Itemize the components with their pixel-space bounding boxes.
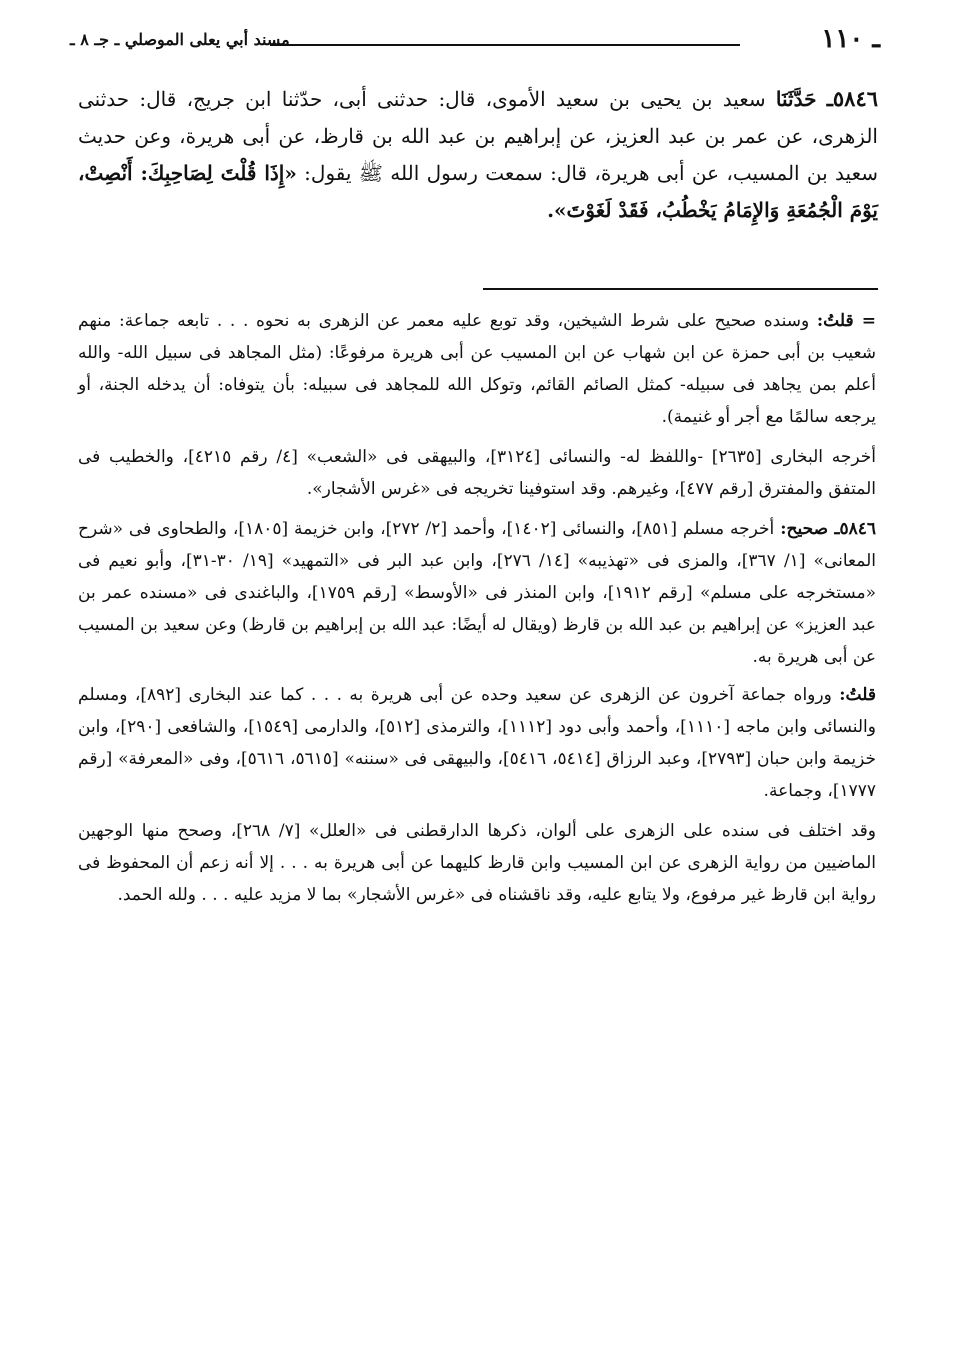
- running-title: مسند أبي يعلى الموصلي ـ جـ ٨ ـ: [70, 30, 290, 49]
- hadith-number: ٥٨٤٦ـ: [826, 86, 879, 111]
- page-header: [70, 22, 880, 62]
- header-rule: [270, 44, 740, 46]
- footnote-3-text: أخرجه مسلم [٨٥١]، والنسائى [١٤٠٢]، وأحمد [٢/ ٢٧٢]، وابن خزيمة [١٨٠٥]، والطحاوى فى «شرح المعانى» [١/ ٣٦٧]، والمزى فى «تهذيبه» [١٤/ ٢٧٦]، وابن عبد البر فى «التمهيد» [١٩/ ٣٠-٣١]، وأبو نعيم فى «مستخرجه على مسلم» [رقم ١٩١٢]، وابن المنذر فى «الأوسط» [رقم ١٧٥٩]، والباغندى فى «مسنده عمر بن عبد العزيز» عن إبراهيم بن عبد الله بن قارظ (ويقال له أيضًا: عبد الله بن إبراهيم بن قارظ) وعن سعيد بن المسيب عن أبى هريرة به.: [78, 519, 877, 667]
- footnote-paragraph-2: [78, 441, 876, 505]
- footnote-paragraph-1: [78, 305, 876, 433]
- footnote-paragraph-4: [78, 679, 876, 807]
- footnote-4-lead: قلتُ:: [839, 685, 876, 705]
- footnote-1-text: وسنده صحيح على شرط الشيخين، وقد توبع عليه معمر عن الزهرى به نحوه . . . تابعه جماعة: منهم شعيب بن أبى حمزة عن ابن شهاب عن ابن المسيب عن أبى هريرة مرفوعًا: (مثل المجاهد فى سبيل الله- والله أعلم بمن يجاهد فى سبيله- كمثل الصائم القائم، وتوكل الله للمجاهد فى سبيله: بأن يتوفاه: أن يدخله الجنة، أو يرجعه سالمًا مع أجر أو غنيمة).: [78, 311, 876, 427]
- haddathana-word: حَدَّثَنَا: [775, 87, 817, 111]
- hadith-text: [78, 80, 878, 229]
- footnote-3-lead: ٥٨٤٦ـ صحيح:: [780, 519, 876, 539]
- hadith-matn: «إِذَا قُلْتَ لِصَاحِبِكَ: أَنْصِتْ، يَوْمَ الْجُمُعَةِ وَالإِمَامُ يَخْطُبُ، فَقَدْ لَغَوْتَ».: [78, 161, 878, 222]
- footnote-5-text: وقد اختلف فى سنده على الزهرى على ألوان، ذكرها الدارقطنى فى «العلل» [٧/ ٢٦٨]، وصحح منها الوجهين الماضيين من رواية الزهرى عن ابن المسيب وابن قارظ كليهما عن أبى هريرة به . . . إلا أنه زعم أن المحفوظ فى رواية ابن قارظ غير مرفوع، ولا يتابع عليه، وقد ناقشناه فى «غرس الأشجار» بما لا مزيد عليه . . . ولله الحمد.: [78, 821, 876, 905]
- footnote-1-lead: = قلتُ:: [816, 311, 876, 331]
- footnote-divider: [483, 288, 878, 290]
- footnotes: [78, 305, 876, 917]
- footnote-paragraph-5: [78, 815, 876, 911]
- hadith-isnad: سعيد بن يحيى بن سعيد الأموى، قال: حدثنى أبى، حدّثنا ابن جريج، قال: حدثنى الزهرى، عن عمر بن عبد العزيز، عن إبراهيم بن عبد الله بن قارظ، عن أبى هريرة، وعن حديث سعيد بن المسيب، عن أبى هريرة، قال: سمعت رسول الله ﷺ يقول:: [78, 87, 878, 185]
- footnote-2-text: أخرجه البخارى [٢٦٣٥] -واللفظ له- والنسائى [٣١٢٤]، والبيهقى فى «الشعب» [٤/ رقم ٤٢١٥]، والخطيب فى المتفق والمفترق [رقم ٤٧٧]، وغيرهم. وقد استوفينا تخريجه فى «غرس الأشجار».: [78, 447, 876, 499]
- page-number: ـ ١١٠: [821, 24, 880, 54]
- footnote-paragraph-3: [78, 513, 876, 673]
- footnote-4-text: ورواه جماعة آخرون عن الزهرى عن سعيد وحده عن أبى هريرة به . . . كما عند البخارى [٨٩٢]، ومسلم والنسائى وابن ماجه [١١١٠]، وأحمد وأبى دود [١١١٢]، والترمذى [٥١٢]، والدارمى [١٥٤٩]، والشافعى [٢٩٠]، وابن خزيمة وابن حبان [٢٧٩٣]، وعبد الرزاق [٥٤١٤، ٥٤١٦]، والبيهقى فى «سننه» [٥٦١٥، ٥٦١٦]، وفى «المعرفة» [رقم ١٧٧٧]، وجماعة.: [78, 685, 877, 801]
